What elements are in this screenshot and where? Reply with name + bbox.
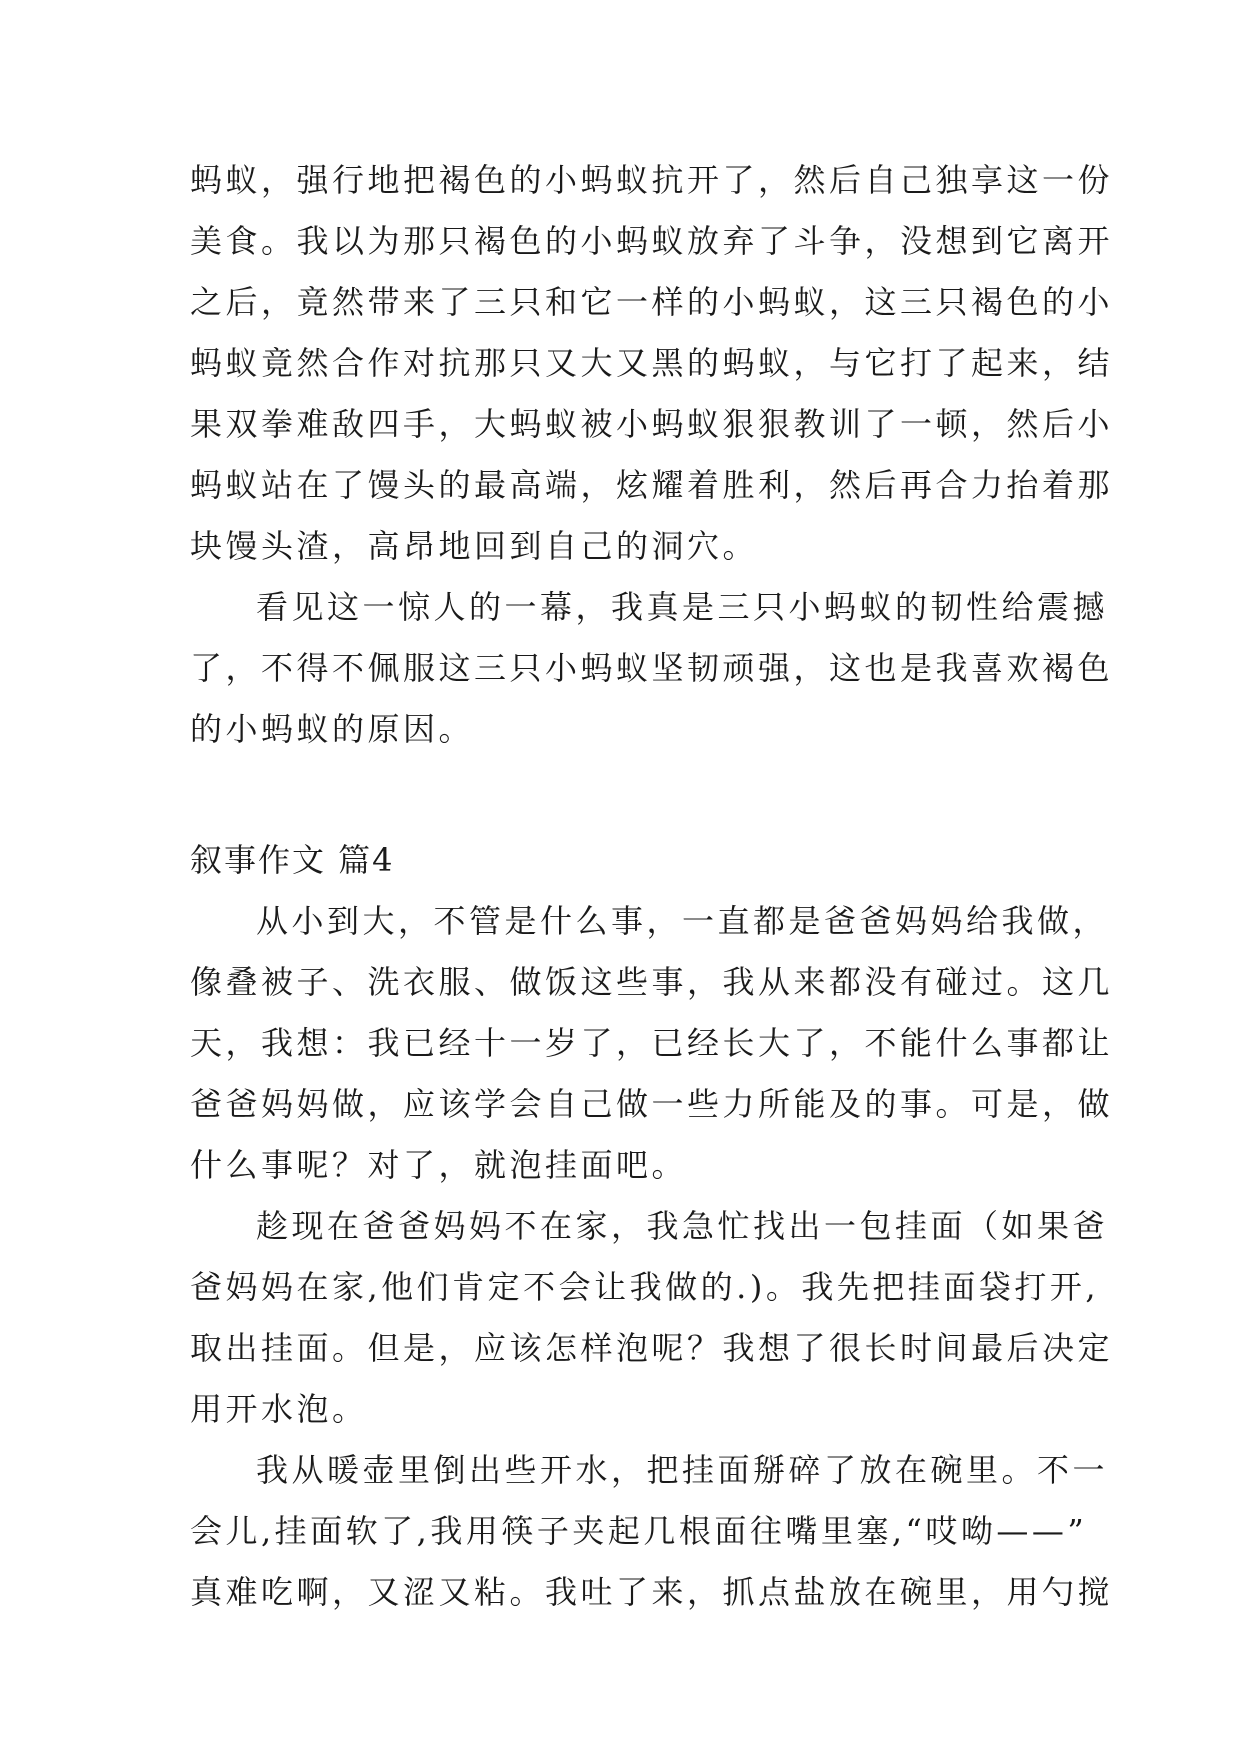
text-line: 蚂蚁站在了馒头的最高端，炫耀着胜利，然后再合力抬着那 [190, 466, 1114, 504]
text-line: 块馒头渣，高昂地回到自己的洞穴。 [190, 527, 759, 565]
text-line: 果双拳难敌四手，大蚂蚁被小蚂蚁狠狠教训了一顿，然后小 [190, 405, 1114, 443]
paragraph [190, 1196, 1114, 1440]
text-line: 用开水泡。 [190, 1390, 368, 1428]
text-line: 之后，竟然带来了三只和它一样的小蚂蚁，这三只褐色的小 [190, 283, 1114, 321]
paragraph [190, 891, 1114, 1196]
text-line: 爸妈妈在家,他们肯定不会让我做的.)。我先把挂面袋打开, [190, 1268, 1100, 1306]
text-line: 爸爸妈妈做，应该学会自己做一些力所能及的事。可是，做 [190, 1085, 1114, 1123]
document-body [190, 150, 1114, 1623]
text-line: 取出挂面。但是，应该怎样泡呢？我想了很长时间最后决定 [190, 1329, 1114, 1367]
text-line: 美食。我以为那只褐色的小蚂蚁放弃了斗争，没想到它离开 [190, 222, 1114, 260]
text-line: 蚂蚁，强行地把褐色的小蚂蚁抗开了，然后自己独享这一份 [190, 161, 1114, 199]
text-line: 的小蚂蚁的原因。 [190, 710, 475, 748]
paragraph [190, 150, 1114, 577]
text-line: 真难吃啊，又涩又粘。我吐了来，抓点盐放在碗里，用勺搅 [190, 1573, 1114, 1611]
text-line: 了，不得不佩服这三只小蚂蚁坚韧顽强，这也是我喜欢褐色 [190, 649, 1114, 687]
paragraph [190, 1440, 1114, 1623]
text-line: 蚂蚁竟然合作对抗那只又大又黑的蚂蚁，与它打了起来，结 [190, 344, 1114, 382]
paragraph [190, 577, 1114, 760]
section-spacer [190, 760, 1050, 830]
text-line: 趁现在爸爸妈妈不在家，我急忙找出一包挂面（如果爸 [256, 1207, 1109, 1245]
section-heading: 叙事作文 篇4 [190, 841, 395, 879]
text-line: 我从暖壶里倒出些开水，把挂面掰碎了放在碗里。不一 [256, 1451, 1109, 1489]
text-line: 什么事呢？对了，就泡挂面吧。 [190, 1146, 688, 1184]
text-line: 天，我想：我已经十一岁了，已经长大了，不能什么事都让 [190, 1024, 1114, 1062]
text-line: 看见这一惊人的一幕，我真是三只小蚂蚁的韧性给震撼 [256, 588, 1109, 626]
text-line: 从小到大，不管是什么事，一直都是爸爸妈妈给我做， [256, 902, 1109, 940]
text-line: 像叠被子、洗衣服、做饭这些事，我从来都没有碰过。这几 [190, 963, 1114, 1001]
text-line: 会儿,挂面软了,我用筷子夹起几根面往嘴里塞,“哎呦——” [190, 1512, 1088, 1550]
